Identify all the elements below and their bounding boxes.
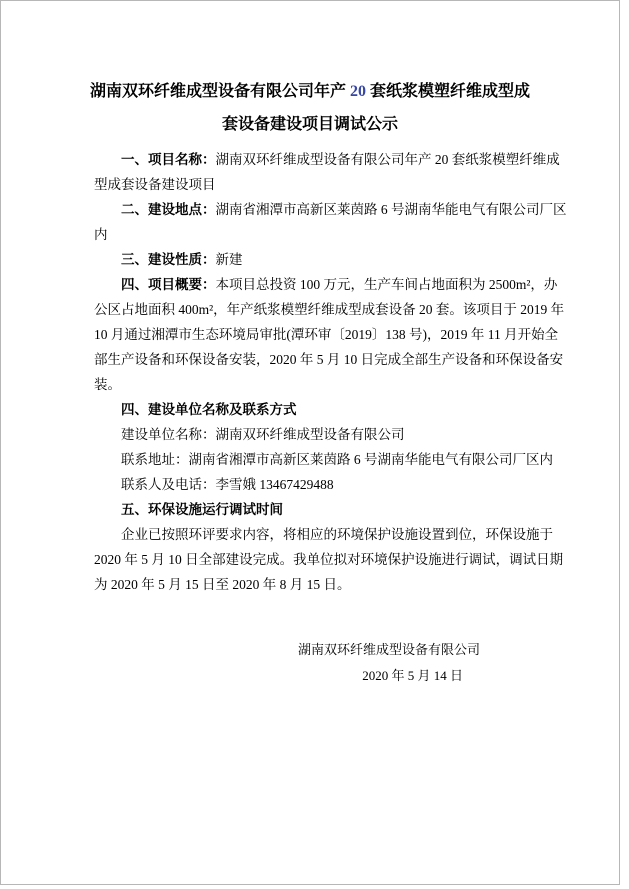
section-4-wrap-2: 10 月通过湘潭市生态环境局审批(潭环审〔2019〕138 号)，2019 年 11 月开始全: [94, 327, 559, 342]
section-4-wrap-3: 部生产设备和环保设备安装，2020 年 5 月 10 日完成全部生产设备和环保设备安: [94, 352, 564, 367]
section-3-label: 三、建设性质：: [121, 252, 216, 267]
section-1-project-name: [94, 147, 579, 172]
section-2-label: 二、建设地点：: [121, 202, 216, 217]
title-line-2: 套设备建设项目调试公示: [221, 116, 398, 133]
section-4-wrap-4: 装。: [94, 377, 121, 392]
section-5-text-2: 2020 年 5 月 10 日全部建设完成。我单位拟对环境保护设施进行调试，调试日期: [94, 552, 564, 567]
section-4-text: 本项目总投资 100 万元，生产车间占地面积为 2500m²，办: [215, 277, 558, 292]
document-body: [1, 147, 619, 689]
title-line-1: [1, 75, 619, 108]
section-2-text: 湖南省湘潭市高新区莱茵路 6 号湖南华能电气有限公司厂区: [215, 202, 567, 217]
document-title: [1, 75, 619, 141]
title-line1-post: 套纸浆模塑纤维成型成: [366, 83, 531, 100]
section-contact-heading: 四、建设单位名称及联系方式: [121, 402, 297, 417]
section-3-text: 新建: [215, 252, 243, 267]
contact-unit-name: 建设单位名称：湖南双环纤维成型设备有限公司: [121, 427, 405, 442]
section-5-text-1: 企业已按照环评要求内容，将相应的环境保护设施设置到位，环保设施于: [121, 527, 553, 542]
section-1-wrap: 型成套设备建设项目: [94, 177, 216, 192]
section-5-text-3: 为 2020 年 5 月 15 日至 2020 年 8 月 15 日。: [94, 577, 351, 592]
section-2-location: [94, 197, 579, 222]
section-1-text: 湖南双环纤维成型设备有限公司年产 20 套纸浆模塑纤维成: [215, 152, 560, 167]
signature-date: 2020 年 5 月 14 日: [362, 668, 463, 683]
section-3-nature: [94, 247, 579, 272]
section-4-wrap-1: 公区占地面积 400m²，年产纸浆模塑纤维成型成套设备 20 套。该项目于 2019 年: [94, 302, 565, 317]
section-5-heading: 五、环保设施运行调试时间: [121, 502, 283, 517]
section-4-summary: [94, 272, 579, 297]
section-2-wrap: 内: [94, 227, 108, 242]
contact-person-phone: 联系人及电话：李雪娥 13467429488: [121, 477, 334, 492]
signature-company: 湖南双环纤维成型设备有限公司: [297, 642, 480, 657]
title-line1-number: 20: [350, 83, 366, 100]
signature-block: [94, 637, 579, 689]
title-line1-pre: 湖南双环纤维成型设备有限公司年产: [89, 83, 350, 100]
section-1-label: 一、项目名称：: [121, 152, 216, 167]
section-4-label: 四、项目概要：: [121, 277, 216, 292]
contact-address: 联系地址：湖南省湘潭市高新区莱茵路 6 号湖南华能电气有限公司厂区内: [121, 452, 553, 467]
